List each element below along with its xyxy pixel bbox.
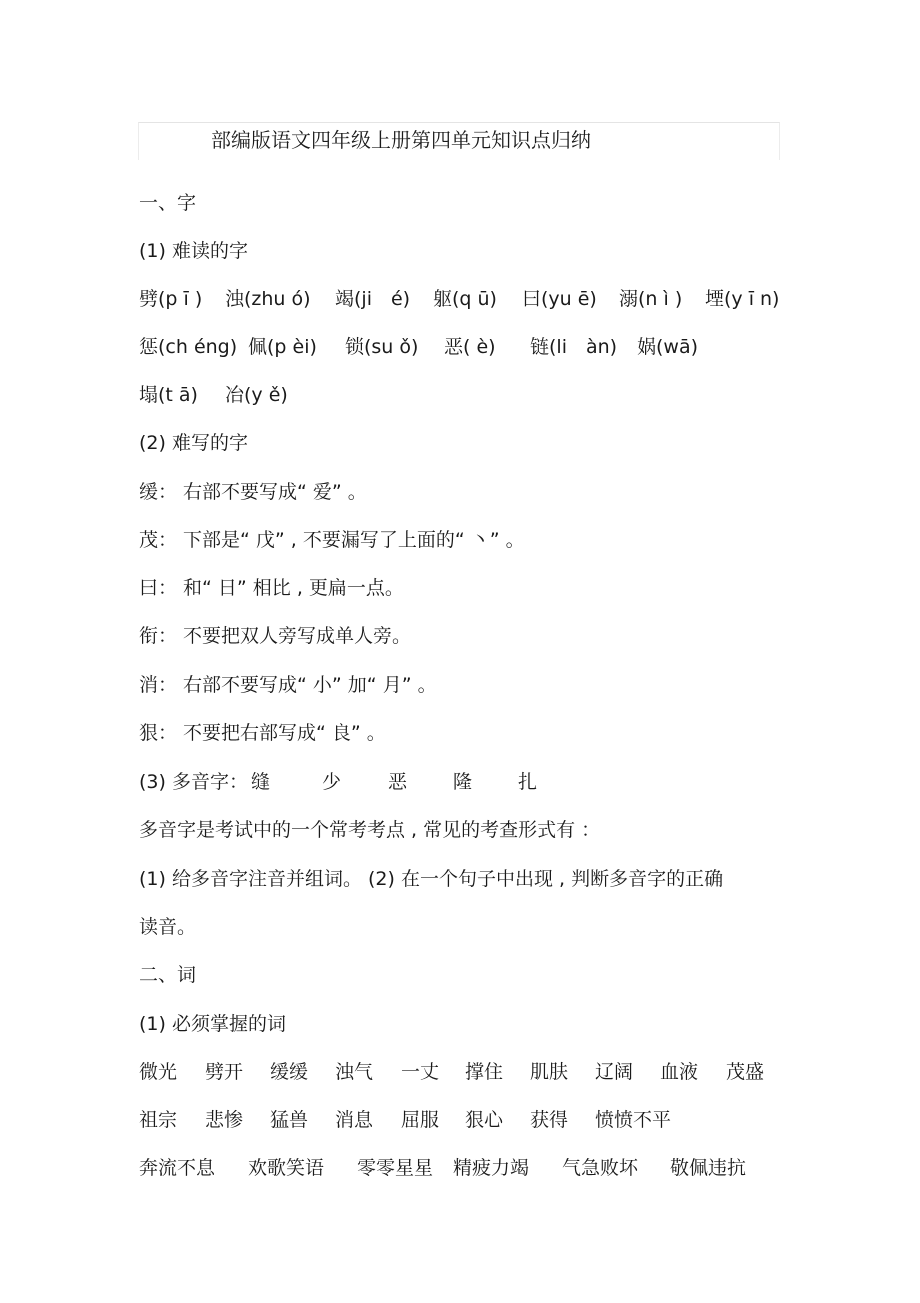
polyphone-char: 少 — [322, 771, 342, 793]
polyphone-note: 读音。 — [139, 916, 197, 938]
hard-char-note: 消： 右部不要写成“ 小” 加“ 月” 。 — [139, 674, 437, 696]
pinyin-item: 锁(su ǒ) — [345, 336, 419, 358]
word-item: 气急败坏 — [562, 1157, 639, 1179]
section-heading-words: 二、词 — [139, 964, 197, 986]
word-item: 消息 — [335, 1109, 374, 1131]
pinyin-item: 塌(t ā) — [139, 384, 198, 406]
polyphone-char: 缝 — [251, 771, 271, 793]
word-item: 零零星星 — [357, 1157, 434, 1179]
word-item: 血液 — [660, 1061, 699, 1083]
word-item: 劈开 — [205, 1061, 244, 1083]
pinyin-item: 竭(ji é) — [335, 288, 411, 310]
hard-char-note: 衔： 不要把双人旁写成单人旁。 — [139, 625, 412, 647]
pinyin-item: 溺(n ì ) — [619, 288, 683, 310]
word-item: 获得 — [530, 1109, 569, 1131]
polyphone-note: 多音字是考试中的一个常考考点 , 常见的考查形式有 ： — [139, 819, 601, 841]
pinyin-item: 浊(zhu ó) — [225, 288, 311, 310]
word-item: 茂盛 — [726, 1061, 765, 1083]
polyphone-char: 扎 — [518, 771, 538, 793]
pinyin-item: 娲(wā) — [637, 336, 699, 358]
pinyin-item: 恶( è) — [444, 336, 496, 358]
pinyin-item: 惩(ch éng) — [139, 336, 238, 358]
pinyin-item: 堙(y ī n) — [705, 288, 780, 310]
word-item: 缓缓 — [270, 1061, 309, 1083]
polyphone-char: 恶 — [388, 771, 408, 793]
word-item: 屈服 — [401, 1109, 440, 1131]
section-heading-characters: 一、字 — [139, 192, 197, 214]
word-item: 狠心 — [465, 1109, 504, 1131]
polyphone-note: (1) 给多音字注音并组词。 (2) 在一个句子中出现 , 判断多音字的正确 — [139, 868, 724, 890]
page-title: 部编版语文四年级上册第四单元知识点归纳 — [211, 128, 591, 152]
subheading-hard-to-write: (2) 难写的字 — [139, 432, 248, 454]
pinyin-item: 链(li àn) — [530, 336, 618, 358]
word-item: 欢歌笑语 — [248, 1157, 325, 1179]
word-item: 祖宗 — [139, 1109, 178, 1131]
hard-char-note: 缓： 右部不要写成“ 爱” 。 — [139, 481, 367, 503]
polyphone-char: 隆 — [453, 771, 473, 793]
word-item: 悲惨 — [205, 1109, 244, 1131]
word-item: 浊气 — [335, 1061, 374, 1083]
subheading-must-know-words: (1) 必须掌握的词 — [139, 1013, 286, 1035]
word-item: 猛兽 — [270, 1109, 309, 1131]
pinyin-item: 曰(yu ē) — [522, 288, 597, 310]
word-item: 奔流不息 — [139, 1157, 216, 1179]
word-item: 微光 — [139, 1061, 178, 1083]
word-item: 精疲力竭 — [453, 1157, 530, 1179]
hard-char-note: 茂： 下部是“ 戊” , 不要漏写了上面的“ 丶” 。 — [139, 529, 525, 551]
word-item: 撑住 — [465, 1061, 504, 1083]
subheading-hard-to-read: (1) 难读的字 — [139, 240, 248, 262]
pinyin-item: 佩(p èi) — [248, 336, 317, 358]
pinyin-item: 劈(p ī ) — [139, 288, 203, 310]
word-item: 辽阔 — [595, 1061, 634, 1083]
word-item: 敬佩违抗 — [670, 1157, 747, 1179]
pinyin-item: 躯(q ū) — [433, 288, 497, 310]
word-item: 肌肤 — [530, 1061, 569, 1083]
hard-char-note: 狠： 不要把右部写成“ 良” 。 — [139, 722, 386, 744]
hard-char-note: 曰： 和“ 日” 相比 , 更扁一点。 — [139, 577, 404, 599]
word-item: 愤愤不平 — [595, 1109, 672, 1131]
pinyin-item: 冶(y ě) — [225, 384, 288, 406]
polyphone-label: (3) 多音字： — [139, 771, 248, 793]
word-item: 一丈 — [401, 1061, 440, 1083]
